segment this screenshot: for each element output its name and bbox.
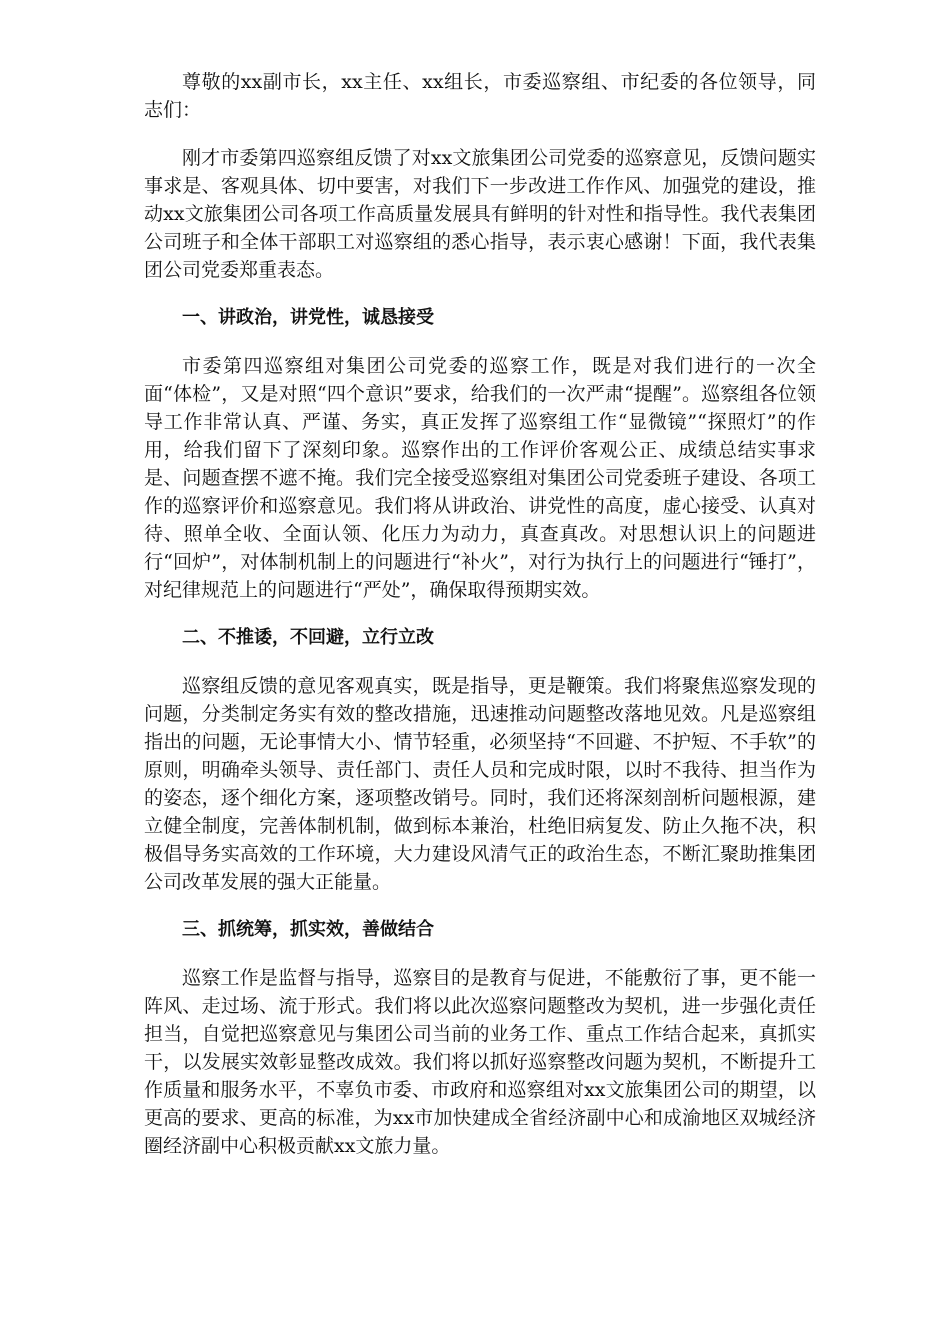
greeting-paragraph: 尊敬的xx副市长，xx主任、xx组长，市委巡察组、市纪委的各位领导，同志们： [144,71,816,121]
section-body-2: 巡察组反馈的意见客观真实，既是指导，更是鞭策。我们将聚焦巡察发现的问题，分类制定务实有效的整改措施，迅速推动问题整改落地见效。凡是巡察组指出的问题，无论事情大小、情节轻重，必须坚持“不回避、不护短、不手软”的原则，明确牵头领导、责任部门、责任人员和完成时限，以时不我待、担当作为的姿态，逐个细化方案，逐项整改销号。同时，我们还将深刻剖析问题根源，建立健全制度，完善体制机制，做到标本兼治，杜绝旧病复发、防止久拖不决，积极倡导务实高效的工作环境，大力建设风清气正的政治生态，不断汇聚助推集团公司改革发展的强大正能量。 [144,675,816,893]
section-body-3: 巡察工作是监督与指导，巡察目的是教育与促进，不能敷衍了事，更不能一阵风、走过场、流于形式。我们将以此次巡察问题整改为契机，进一步强化责任担当，自觉把巡察意见与集团公司当前的业务工作、重点工作结合起来，真抓实干，以发展实效彰显整改成效。我们将以抓好巡察整改问题为契机，不断提升工作质量和服务水平，不辜负市委、市政府和巡察组对xx文旅集团公司的期望，以更高的要求、更高的标准，为xx市加快建成全省经济副中心和成渝地区双城经济圈经济副中心积极贡献xx文旅力量。 [144,967,816,1157]
intro-paragraph: 刚才市委第四巡察组反馈了对xx文旅集团公司党委的巡察意见，反馈问题实事求是、客观具体、切中要害，对我们下一步改进工作作风、加强党的建设，推动xx文旅集团公司各项工作高质量发展具有鲜明的针对性和指导性。我代表集团公司班子和全体干部职工对巡察组的悉心指导，表示衷心感谢！下面，我代表集团公司党委郑重表态。 [144,147,816,281]
document-page [144,68,816,1180]
section-body-1: 市委第四巡察组对集团公司党委的巡察工作，既是对我们进行的一次全面“体检”，又是对照“四个意识”要求，给我们的一次严肃“提醒”。巡察组各位领导工作非常认真、严谨、务实，真正发挥了巡察组工作“显微镜”“探照灯”的作用，给我们留下了深刻印象。巡察作出的工作评价客观公正、成绩总结实事求是、问题查摆不遮不掩。我们完全接受巡察组对集团公司党委班子建设、各项工作的巡察评价和巡察意见。我们将从讲政治、讲党性的高度，虚心接受、认真对待、照单全收、全面认领、化压力为动力，真查真改。对思想认识上的问题进行“回炉”，对体制机制上的问题进行“补火”，对行为执行上的问题进行“锤打”，对纪律规范上的问题进行“严处”，确保取得预期实效。 [144,355,816,601]
section-heading-3: 三、抓统筹，抓实效，善做结合 [182,919,434,940]
section-heading-1: 一、讲政治，讲党性，诚恳接受 [182,307,434,328]
section-heading-2: 二、不推诿，不回避，立行立改 [182,627,434,648]
